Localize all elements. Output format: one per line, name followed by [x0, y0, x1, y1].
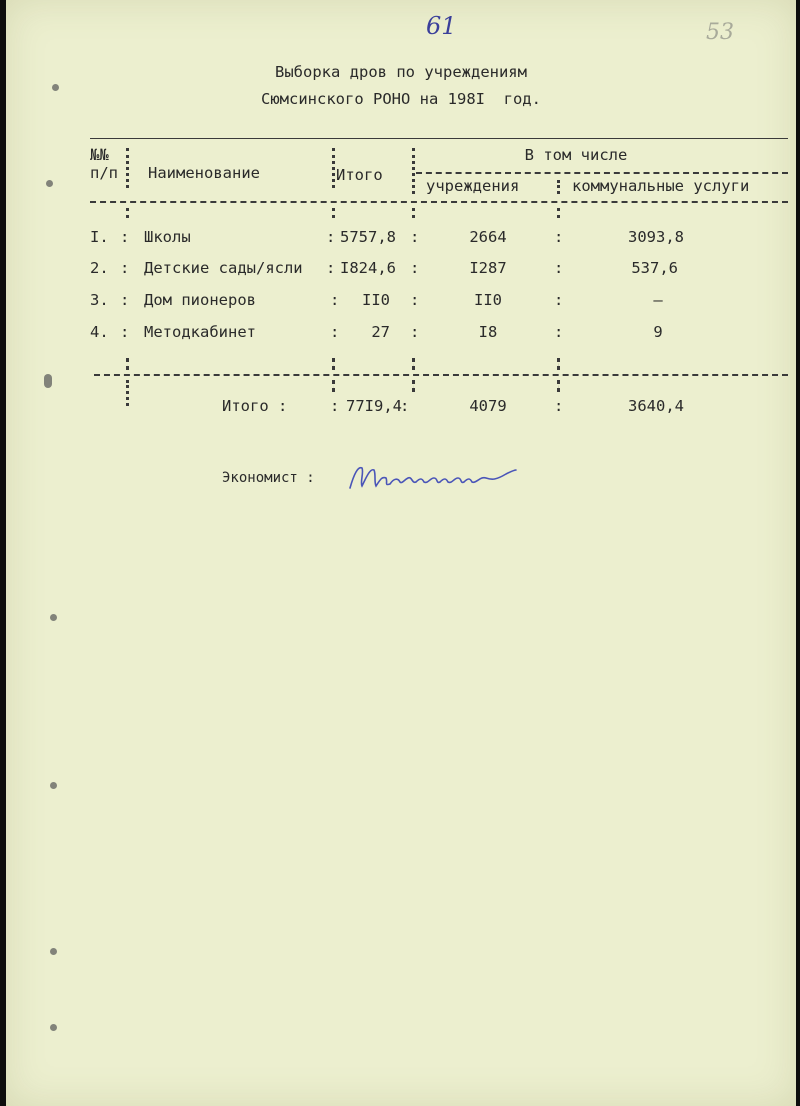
column-separator: [126, 148, 129, 188]
row-total: II0: [362, 291, 390, 309]
row-num: 2.: [90, 259, 109, 277]
row-sep: :: [330, 291, 340, 309]
row-utilities: –: [653, 291, 663, 309]
column-separator: [557, 180, 560, 194]
economist-label: Экономист :: [222, 470, 315, 486]
row-sep: :: [554, 291, 564, 309]
row-sep: :: [330, 397, 340, 415]
column-separator: [332, 208, 335, 218]
row-utilities: 3093,8: [628, 228, 684, 246]
row-name: Детские сады/ясли: [144, 259, 303, 277]
row-utilities: 9: [653, 323, 663, 341]
row-sep: :: [120, 228, 130, 246]
column-separator: [412, 380, 415, 392]
row-sep: :: [400, 397, 410, 415]
header-name: Наименование: [148, 164, 260, 182]
column-separator: [126, 380, 129, 406]
binder-hole: [50, 948, 57, 955]
binder-hole: [46, 180, 53, 187]
row-sep: :: [120, 323, 130, 341]
column-separator: [412, 148, 415, 194]
page-number-pencil: 53: [706, 20, 734, 45]
row-institutions: II0: [474, 291, 502, 309]
summary-rule: [94, 374, 788, 376]
column-separator: [332, 380, 335, 392]
row-sep: :: [326, 228, 336, 246]
summary-utilities: 3640,4: [628, 397, 684, 415]
row-institutions: 2664: [469, 228, 507, 246]
row-sep: :: [554, 397, 564, 415]
summary-institutions: 4079: [469, 397, 507, 415]
column-separator: [126, 358, 129, 370]
header-including: В том числе: [524, 146, 628, 164]
table-top-rule: [90, 138, 788, 139]
column-separator: [557, 380, 560, 392]
binder-hole: [50, 782, 57, 789]
column-separator: [332, 148, 335, 188]
header-utilities: коммунальные услуги: [572, 177, 750, 195]
column-separator: [412, 208, 415, 218]
header-total: Итого: [336, 166, 383, 184]
summary-total: 77I9,4: [346, 397, 402, 415]
row-institutions: I8: [478, 323, 498, 341]
signature: [346, 456, 518, 496]
summary-label: Итого :: [222, 397, 288, 415]
row-num: 3.: [90, 291, 109, 309]
header-bottom-rule: [90, 201, 788, 203]
header-num-line-2: п/п: [90, 164, 118, 182]
column-separator: [332, 358, 335, 370]
row-sep: :: [410, 228, 420, 246]
row-num: 4.: [90, 323, 109, 341]
row-sep: :: [120, 259, 130, 277]
document-page: [6, 0, 796, 1106]
title-line-2: Сюмсинского РОНО на 198I год.: [261, 90, 541, 108]
row-name: Дом пионеров: [144, 291, 256, 309]
row-institutions: I287: [469, 259, 507, 277]
row-name: Методкабинет: [144, 323, 256, 341]
header-subdivider: [416, 172, 788, 174]
row-sep: :: [554, 228, 564, 246]
row-total: 5757,8: [340, 228, 396, 246]
row-sep: :: [326, 259, 336, 277]
row-sep: :: [410, 259, 420, 277]
row-sep: :: [120, 291, 130, 309]
binder-hole: [50, 1024, 57, 1031]
row-sep: :: [554, 259, 564, 277]
page-number-ink: 61: [426, 12, 457, 40]
binder-hole: [50, 614, 57, 621]
row-total: 27: [371, 323, 390, 341]
row-sep: :: [410, 323, 420, 341]
row-sep: :: [410, 291, 420, 309]
row-num: I.: [90, 228, 109, 246]
row-sep: :: [554, 323, 564, 341]
header-institutions: учреждения: [426, 177, 520, 195]
row-utilities: 537,6: [631, 259, 678, 277]
row-sep: :: [330, 323, 340, 341]
row-name: Школы: [144, 228, 191, 246]
title-line-1: Выборка дров по учреждениям: [275, 63, 527, 81]
binder-hole: [44, 374, 52, 388]
column-separator: [412, 358, 415, 370]
header-num-line-1: №№: [90, 146, 109, 164]
row-total: I824,6: [340, 259, 396, 277]
column-separator: [126, 208, 129, 218]
column-separator: [557, 208, 560, 218]
column-separator: [557, 358, 560, 370]
